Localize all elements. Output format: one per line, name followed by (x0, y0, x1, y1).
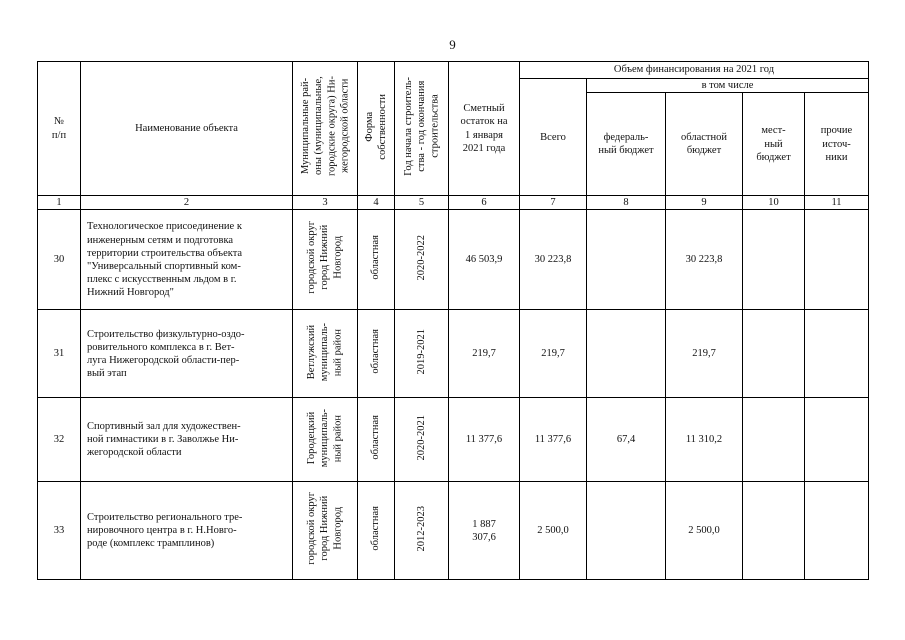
column-number: 4 (358, 196, 395, 210)
financing-table (37, 61, 869, 580)
row-name: Строительство регионального тре- нировочного центра в г. Н.Новго- роде (комплекс трамплинов) (81, 482, 293, 580)
row-total: 2 500,0 (520, 482, 587, 580)
header-total: Всего (520, 79, 587, 196)
row-other (805, 210, 869, 310)
table-row (38, 310, 869, 398)
row-federal (587, 482, 666, 580)
row-years: 2020-2021 (395, 398, 449, 482)
row-local (743, 482, 805, 580)
header-ownership: Форма собственности (358, 62, 395, 196)
row-estimate: 219,7 (449, 310, 520, 398)
row-district: городской округ город Нижний Новгород (293, 482, 358, 580)
row-ownership: областная (358, 210, 395, 310)
column-number: 8 (587, 196, 666, 210)
row-district: Городецкий муниципаль- ный район (293, 398, 358, 482)
row-other (805, 310, 869, 398)
row-other (805, 482, 869, 580)
row-local (743, 310, 805, 398)
row-ownership: областная (358, 310, 395, 398)
table-row (38, 482, 869, 580)
row-num: 32 (38, 398, 81, 482)
row-total: 30 223,8 (520, 210, 587, 310)
header-other: прочие источ- ники (805, 93, 869, 196)
row-local (743, 398, 805, 482)
column-number: 9 (666, 196, 743, 210)
column-number: 3 (293, 196, 358, 210)
header-name: Наименование объекта (81, 62, 293, 196)
row-estimate: 46 503,9 (449, 210, 520, 310)
column-number: 10 (743, 196, 805, 210)
header-regional: областной бюджет (666, 93, 743, 196)
row-regional: 2 500,0 (666, 482, 743, 580)
row-num: 31 (38, 310, 81, 398)
column-number: 2 (81, 196, 293, 210)
row-num: 33 (38, 482, 81, 580)
column-number: 1 (38, 196, 81, 210)
row-num: 30 (38, 210, 81, 310)
row-federal (587, 310, 666, 398)
row-name: Технологическое присоединение к инженерным сетям и подготовка территории строительства объекта "Универсальный спортивный ком- плекс с искусственным льдом в г. Нижний Новгород" (81, 210, 293, 310)
row-district: городской округ город Нижний Новгород (293, 210, 358, 310)
row-name: Спортивный зал для художествен- ной гимнастики в г. Заволжье Ни- жегородской области (81, 398, 293, 482)
row-other (805, 398, 869, 482)
header-num: № п/п (38, 62, 81, 196)
row-years: 2019-2021 (395, 310, 449, 398)
row-estimate: 1 887 307,6 (449, 482, 520, 580)
row-years: 2012-2023 (395, 482, 449, 580)
column-number: 7 (520, 196, 587, 210)
row-local (743, 210, 805, 310)
header-local: мест- ный бюджет (743, 93, 805, 196)
header-federal: федераль- ный бюджет (587, 93, 666, 196)
row-ownership: областная (358, 398, 395, 482)
column-number: 6 (449, 196, 520, 210)
header-including: в том числе (587, 79, 869, 93)
row-ownership: областная (358, 482, 395, 580)
row-years: 2020-2022 (395, 210, 449, 310)
header-funding-group: Объем финансирования на 2021 год (520, 62, 869, 79)
column-number: 11 (805, 196, 869, 210)
column-number-row (38, 196, 869, 210)
column-number: 5 (395, 196, 449, 210)
row-regional: 30 223,8 (666, 210, 743, 310)
header-estimate: Сметный остаток на 1 января 2021 года (449, 62, 520, 196)
row-total: 219,7 (520, 310, 587, 398)
row-federal (587, 210, 666, 310)
header-years: Год начала строитель- ства - год окончания строительства (395, 62, 449, 196)
row-federal: 67,4 (587, 398, 666, 482)
page-number: 9 (449, 37, 456, 52)
table-row (38, 210, 869, 310)
table-row (38, 398, 869, 482)
header-district: Муниципальные рай- оны (муниципальные, городские округа) Ни- жегородской области (293, 62, 358, 196)
row-name: Строительство физкультурно-оздо- ровительного комплекса в г. Вет- луга Нижегородской области-пер- вый этап (81, 310, 293, 398)
row-total: 11 377,6 (520, 398, 587, 482)
row-regional: 219,7 (666, 310, 743, 398)
row-regional: 11 310,2 (666, 398, 743, 482)
row-estimate: 11 377,6 (449, 398, 520, 482)
row-district: Ветлужский муниципаль- ный район (293, 310, 358, 398)
